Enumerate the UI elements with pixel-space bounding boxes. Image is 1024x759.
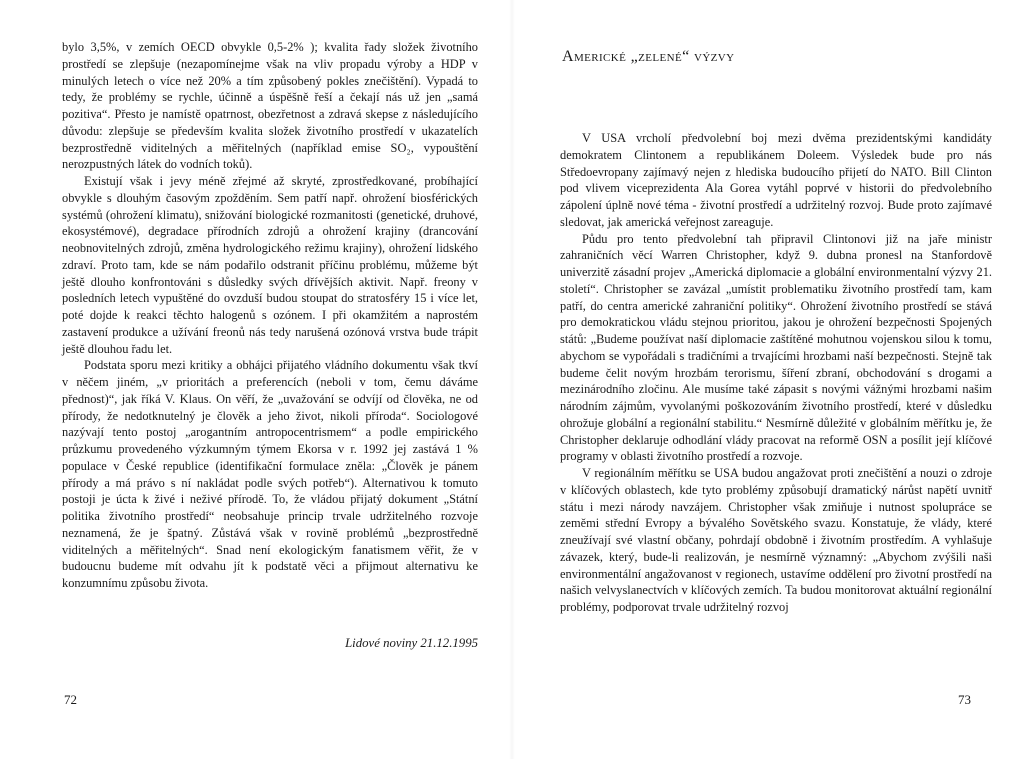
left-paragraph-1: bylo 3,5%, v zemích OECD obvykle 0,5-2% ); kvalita řady složek životního prostředí se zlepšuje (nezapomínejme však na vliv propadu výroby a HDP v minulých letech o více než 20% a tím způsobený pokles znečištění). Vypadá to tedy, že problémy se rychle, účinně a úspěšně řeší a čekají nás už jen „samá pozitiva“. Přesto je namístě opatrnost, obezřetnost a zdravá skepse z následujícího důvodu: zlepšuje se především kvalita složek životního prostředí v ukazatelích bezprostředně viditelných a měřitelných (například emise SO₂, vypouštění nerozpustných látek do vodních toků). — [62, 40, 478, 172]
right-paragraph-2: Půdu pro tento předvolební tah připravil Clintonovi již na jaře ministr zahraničních věcí Warren Christopher, když 9. dubna pronesl na Stanfordově univerzitě zásadní projev „Americká diplomacie a globální environmentalní výzvy 21. století“. Christopher se zavázal „umístit problematiku životního prostředí tam, kam patří, do centra americké zahraniční politiky“. Ohrožení životního prostředí se stává pro demokratickou vládu stejnou prioritou, jakou je ohrožení bezpečnosti Spojených států: „Budeme používat naší diplomacie zaštítěné mohutnou vojenskou silou k tomu, abychom se vypořádali s tradičními a trvajícími hrozbami naší bezpečnosti. Stejně tak budeme čelit novým hrozbám terorismu, šíření zbraní, obchodování s drogami a mezinárodního zločinu. Ale musíme také zápasit s novými vážnými hrozbami našim národním zájmům, vyvolanými poškozováním životního prostředí, které v důsledku ohrožuje globální a regionální stabilitu.“ Nesmírně důležité v globálním měřítku je, že Christopher deklaruje odhodlání vlády pracovat na reformě OSN a posílit její klíčové programy v oblasti životního prostředí a rozvoje. — [560, 231, 992, 464]
right-paragraph-1: V USA vrcholí předvolební boj mezi dvěma prezidentskými kandidáty demokratem Clintonem a republikánem Doleem. Výsledek bude pro nás Středoevropany zajímavý nejen z hlediska budoucího přijetí do NATO. Bill Clinton pod vlivem viceprezidenta Ala Gorea vytáhl poprvé v historii do předvolebního zápolení úplně nové téma - životní prostředí a udržitelný rozvoj. Bude proto zajímavé sledovat, jak americká veřejnost zareaguje. — [560, 131, 992, 229]
left-paragraph-2: Existují však i jevy méně zřejmé až skryté, zprostředkované, probíhající obvykle s dlouhým časovým zpožděním. Sem patří např. ohrožení biosférických systémů (ohrožení klimatu), snižování biologické rozmanitosti (genetické, druhové, ekosystémové), degradace přírodních zdrojů a ohrožení krajiny (drancování neobnovitelných zdrojů, změna hydrologického režimu krajiny), ohrožení lidského zdraví. Proto tam, kde se nám podařilo odstranit příčinu problému, můžeme být ještě dlouho konfrontováni s důsledky svých dřívějších aktivit. Např. freony v posledních letech vypuštěné do ovzduší budou stoupat do stratosféry 15 i více let, poté dojde k reakci těchto halogenů s ozónem. I při okamžitém a naprostém zastavení produkce a užívání freonů nás tedy narušená ozónová vrstva bude trápit ještě dlouhou řadu let. — [62, 174, 478, 356]
page-number-left: 72 — [64, 692, 77, 707]
left-paragraph-3: Podstata sporu mezi kritiky a obhájci přijatého vládního dokumentu však tkví v něčem jiném, „v prioritách a preferencích (neboli v tom, čemu dáváme přednost)“, jak říká V. Klaus. On věří, že „uvažování se odvíjí od člověka, ne od přírody, že nedotknutelný je člověk a jeho život, nikoli příroda“. Sociologové nazývají tento postoj „arogantním antropocentrismem“ a podle empirického průzkumu provedeného výzkumným týmem Ekorsa v r. 1992 jej zastává 1 % populace v České republice (identifikační formulace zněla: „Člověk je pánem přírody a má právo s ní nakládat podle svých potřeb“). Alternativou k tomuto postoji je úcta k živé i neživé přírodě. To, že vládou přijatý dokument „Státní politika životního prostředí“ neobsahuje princip trvale udržitelného rozvoje neznamená, že je špatný. Zůstává však v rovině problémů „bezprostředně viditelných a měřitelných“. Snad není ekologickým fanatismem věřit, že v budoucnu budeme mít odvahu jít k podstatě věci a přijmout alternativu ke konzumnímu způsobu života. — [62, 358, 478, 590]
article-source: Lidové noviny 21.12.1995 — [345, 636, 478, 650]
right-paragraph-3: V regionálním měřítku se USA budou angažovat proti znečištění a nouzi o zdroje v klíčových oblastech, kde tyto problémy způsobují dramatický nárůst napětí uvnitř státu i mezi národy navzájem. Christopher však zmiňuje i nutnost spolupráce se zeměmi střední Evropy a bývalého Sovětského svazu. Konstatuje, že vlády, které zneužívají své vlastní občany, pohrdají obdobně i životním prostředím. A vyhlašuje závazek, který, bude-li realizován, je nesmírně významný: „Abychom zvýšili naši environmentální angažovanost v regionech, ustavíme oddělení pro životní prostředí na našich velvyslanectvích v klíčových zemích. Ta budou monitorovat aktuální regionální problémy, podporovat trvale udržitelný rozvoj — [560, 466, 992, 614]
right-page-body — [560, 130, 992, 616]
article-heading: Americké „zelené“ výzvy — [562, 48, 735, 65]
left-page-body — [62, 39, 478, 592]
page-number-right: 73 — [958, 692, 971, 707]
right-page — [512, 0, 1024, 759]
